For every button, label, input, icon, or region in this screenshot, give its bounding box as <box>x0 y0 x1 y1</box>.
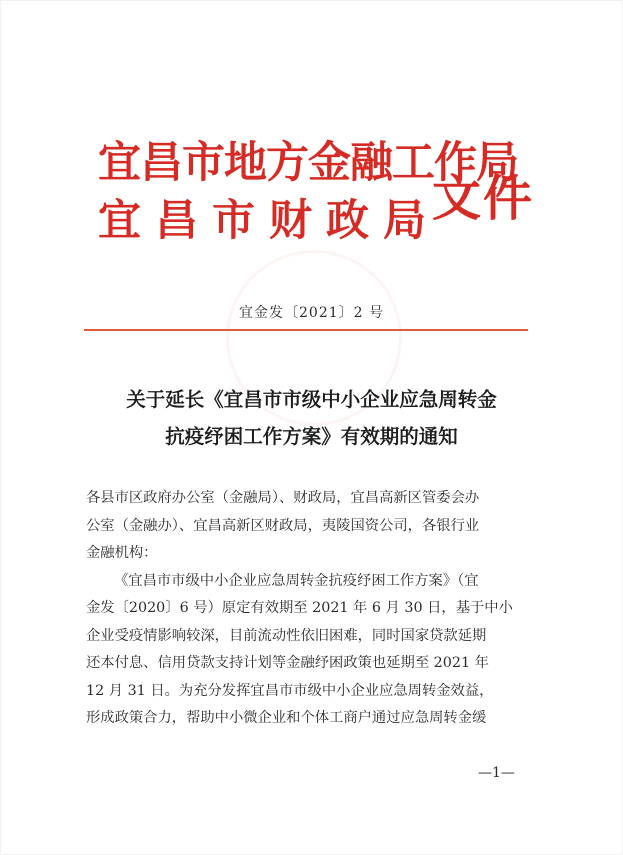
body-line: 《宜昌市市级中小企业应急周转金抗疫纾困工作方案》（宜 <box>114 572 479 589</box>
red-divider <box>84 329 528 331</box>
body-line: 形成政策合力，帮助中小微企业和个体工商户通过应急周转金缓 <box>86 710 487 726</box>
document-number: 宜金发〔2021〕2 号 <box>239 305 384 321</box>
body-line: 各县市区政府办公室（金融局）、财政局，宜昌高新区管委会办 <box>86 490 480 506</box>
body-line: 还本付息、信用贷款支持计划等金融纾困政策也延期至 2021 年 <box>86 655 489 671</box>
body-line: 金融机构： <box>86 545 158 561</box>
document-label: 文件 <box>432 169 535 227</box>
title-line-2: 抗疫纾困工作方案》有效期的通知 <box>165 425 458 448</box>
notice-title <box>60 381 563 455</box>
body-line: 公室（金融办）、宜昌高新区财政局，夷陵国资公司，各银行业 <box>86 517 480 534</box>
body-line: 企业受疫情影响较深，目前流动性依旧困难，同时国家贷款延期 <box>86 627 487 644</box>
notice-body <box>86 485 538 733</box>
org-name-finance-bureau: 宜昌市地方金融工作局 <box>98 138 518 188</box>
page-number: —1— <box>478 765 515 781</box>
body-line: 金发〔2020〕6 号）原定有效期至 2021 年 6 月 30 日，基于中小 <box>86 600 513 616</box>
body-line: 12 月 31 日。为充分发挥宜昌市市级中小企业应急周转金效益， <box>86 682 494 699</box>
org-name-fiscal-bureau: 宜昌市财政局 <box>98 196 440 246</box>
title-line-1: 关于延长《宜昌市市级中小企业应急周转金 <box>126 388 497 411</box>
